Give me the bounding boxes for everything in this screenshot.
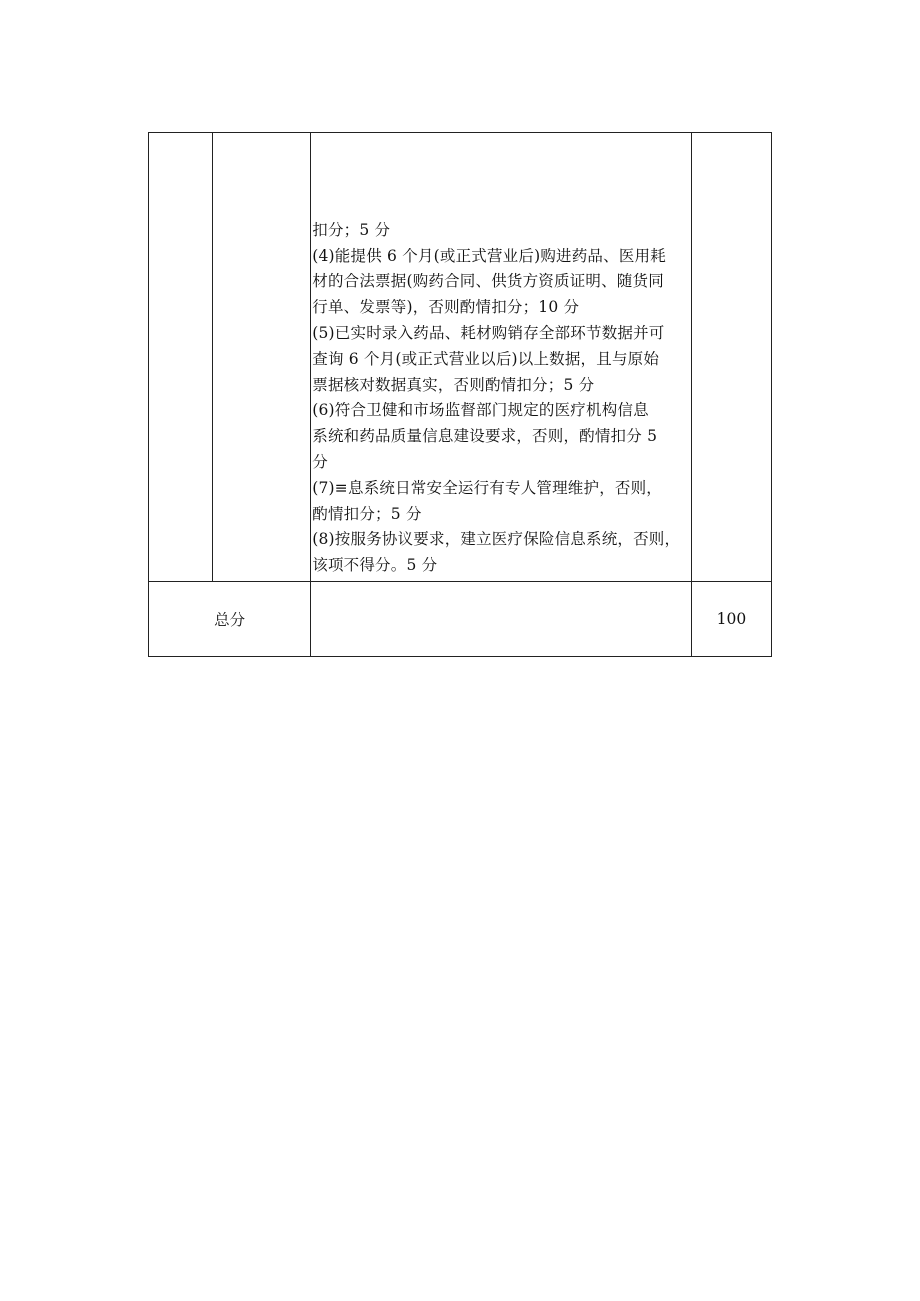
criteria-line: 材的合法票据(购药合同、供货方资质证明、随货同 — [312, 272, 664, 291]
criteria-line: 查询 6 个月(或正式营业以后)以上数据，且与原始 — [312, 349, 660, 368]
criteria-cell — [311, 133, 692, 582]
scoring-table — [148, 132, 772, 657]
criteria-line: 分 — [312, 453, 328, 472]
total-score: 100 — [691, 582, 771, 657]
criteria-line: (4)能提供 6 个月(或正式营业后)购进药品、医用耗 — [312, 246, 666, 265]
criteria-line: 系统和药品质量信息建设要求，否则，酌情扣分 5 — [312, 427, 658, 446]
total-label: 总分 — [149, 582, 311, 657]
criteria-line: 该项不得分。5 分 — [312, 556, 438, 575]
category-cell — [149, 133, 213, 582]
criteria-line: (7)≡息系统日常安全运行有专人管理维护，否则， — [312, 478, 662, 497]
criteria-line: (5)已实时录入药品、耗材购销存全部环节数据并可 — [312, 324, 665, 343]
item-cell — [213, 133, 311, 582]
criteria-line: 票据核对数据真实，否则酌情扣分；5 分 — [312, 375, 595, 394]
criteria-line: 酌情扣分；5 分 — [312, 504, 422, 523]
criteria-line: 行单、发票等)，否则酌情扣分；10 分 — [312, 298, 580, 317]
criteria-line: 扣分；5 分 — [312, 220, 391, 239]
criteria-line: (6)符合卫健和市场监督部门规定的医疗机构信息 — [312, 401, 649, 420]
score-cell — [691, 133, 771, 582]
total-row — [149, 582, 772, 657]
total-criteria-cell — [311, 582, 692, 657]
criteria-line: (8)按服务协议要求，建立医疗保险信息系统，否则， — [312, 530, 681, 549]
table-row — [149, 133, 772, 582]
